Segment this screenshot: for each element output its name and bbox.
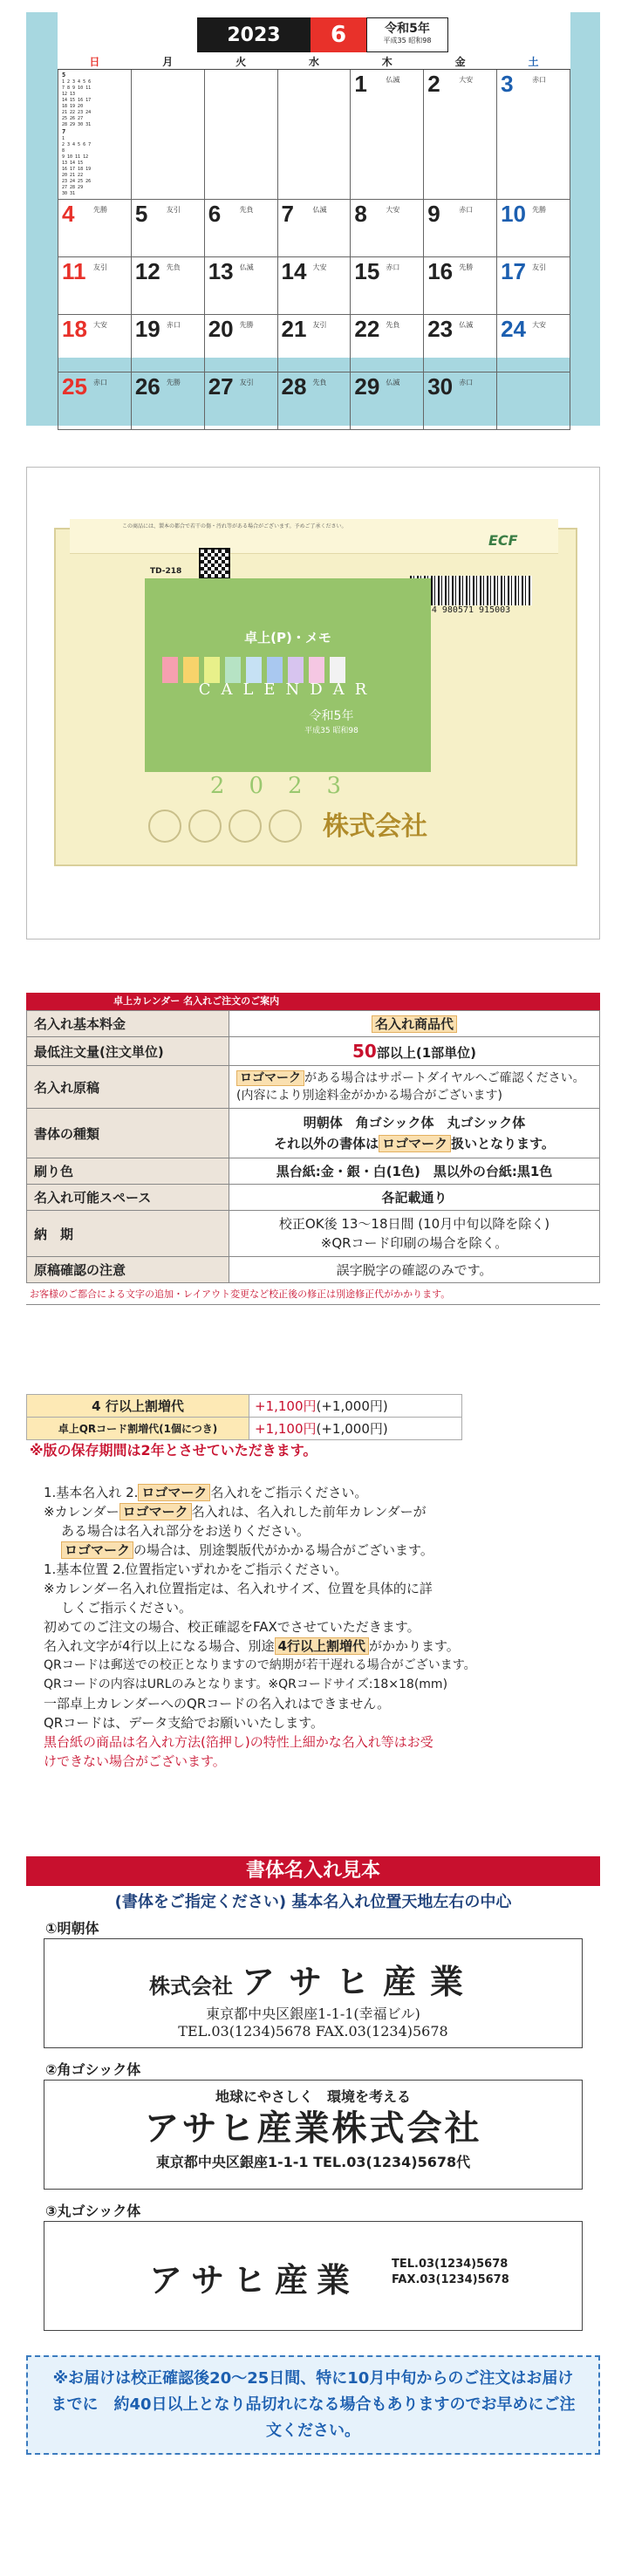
calendar-day-number: 16 xyxy=(427,258,454,284)
plate-storage-note: ※版の保存期間は2年とさせていただきます。 xyxy=(30,1442,317,1459)
note-text: の場合は、別途製版代がかかる場合がございます。 xyxy=(133,1542,433,1558)
rokuyo-label: 赤口 xyxy=(93,379,107,386)
rokuyo-label: 仏滅 xyxy=(386,76,400,84)
calendar-day-cell xyxy=(497,257,570,315)
note-line xyxy=(44,1541,593,1560)
color-swatch xyxy=(204,657,220,683)
logo-mark-chip: ロゴマーク xyxy=(379,1135,451,1152)
calendar-day-number: 21 xyxy=(281,316,307,342)
calendar-day-cell xyxy=(424,257,497,315)
rokuyo-label: 先負 xyxy=(166,263,181,271)
calendar-day-number: 13 xyxy=(208,258,234,284)
note-line: ※カレンダー名入れ位置指定は、名入れサイズ、位置を具体的に詳 xyxy=(44,1581,433,1596)
product-title: 卓上(P)・メモ xyxy=(244,630,331,646)
calendar-day-cell xyxy=(424,200,497,257)
rokuyo-label: 友引 xyxy=(166,206,181,214)
circle-2 xyxy=(188,810,222,843)
surcharge-chip: 4行以上割増代 xyxy=(275,1637,369,1655)
note-text: 名入れ文字が4行以上になる場合、別途 xyxy=(44,1638,275,1654)
calendar-day-cell xyxy=(204,70,277,200)
mincho-title: ①明朝体 xyxy=(45,1920,99,1937)
calendar-day-cell xyxy=(424,70,497,200)
mincho-company-name: アサヒ産業 xyxy=(241,1962,477,2001)
note-line: 一部卓上カレンダーへのQRコードの名入れはできません。 xyxy=(44,1696,391,1712)
color-swatch xyxy=(330,657,345,683)
rokuyo-label: 大安 xyxy=(532,321,547,329)
note-line: QRコードは郵送での校正となりますので納期が若干遅れる場合がございます。 xyxy=(44,1658,476,1672)
calendar-day-cell xyxy=(351,200,424,257)
calendar-day-cell xyxy=(424,315,497,372)
rokuyo-label: 仏滅 xyxy=(312,206,327,214)
calendar-month: 6 xyxy=(311,17,366,52)
weekday-4: 木 xyxy=(351,54,424,70)
order-info-table xyxy=(26,1010,600,1283)
table-row xyxy=(27,1109,600,1158)
note-line xyxy=(44,1483,593,1502)
calendar-day-number: 2 xyxy=(427,71,440,97)
table-row xyxy=(27,1211,600,1257)
calendar-week-row xyxy=(58,200,570,257)
logo-mark-chip: ロゴマーク xyxy=(61,1541,133,1559)
calendar-body xyxy=(58,70,570,430)
calendar-day-number: 19 xyxy=(134,316,160,342)
table-row xyxy=(27,1158,600,1185)
table-row xyxy=(27,1185,600,1211)
calendar-day-number: 20 xyxy=(208,316,234,342)
calendar-day-number: 25 xyxy=(62,373,87,400)
row-value: 黒台紙:金・銀・白(1色) 黒以外の台紙:黒1色 xyxy=(229,1158,600,1185)
mincho-company-prefix: 株式会社 xyxy=(148,1973,233,1999)
font-list: 明朝体 角ゴシック体 丸ゴシック体 xyxy=(303,1115,526,1131)
calendar-day-cell xyxy=(277,200,351,257)
maru-contact xyxy=(392,2257,509,2288)
table-row xyxy=(27,1257,600,1283)
calendar-day-cell xyxy=(204,257,277,315)
rokuyo-label: 仏滅 xyxy=(239,263,254,271)
note-line: 1.基本位置 2.位置指定いずれかをご指示ください。 xyxy=(44,1561,348,1577)
calendar-era-sub: 平成35 昭和98 xyxy=(383,37,432,44)
table-row xyxy=(27,1066,600,1109)
qr-code-icon xyxy=(199,548,230,579)
calendar-day-number: 23 xyxy=(427,316,454,342)
calendar-day-number: 3 xyxy=(501,71,514,97)
maru-company: アサヒ産業 xyxy=(149,2261,359,2299)
calendar-day-number: 28 xyxy=(281,373,307,400)
rokuyo-label: 先負 xyxy=(386,321,400,329)
rokuyo-label: 先勝 xyxy=(459,263,474,271)
calendar-day-cell xyxy=(131,257,204,315)
rokuyo-label: 大安 xyxy=(459,76,474,84)
calendar-grid xyxy=(58,54,570,400)
mincho-company xyxy=(44,1955,582,2003)
row-value: 各記載通り xyxy=(229,1185,600,1211)
mini-calendar-row: 14 15 16 17 18 19 20 xyxy=(62,98,92,109)
logo-mark-chip: ロゴマーク xyxy=(236,1070,304,1086)
font-sample-banner: 書体名入れ見本 xyxy=(26,1856,600,1886)
circle-3 xyxy=(229,810,262,843)
name-product-price: 名入れ商品代 xyxy=(372,1015,457,1033)
row-value xyxy=(229,1011,600,1037)
font-sample-subtitle: (書体をご指定ください) 基本名入れ位置天地左右の中心 xyxy=(114,1893,512,1911)
rokuyo-label: 大安 xyxy=(386,206,400,214)
mincho-address: 東京都中央区銀座1-1-1(幸福ビル) xyxy=(206,2005,420,2022)
calendar-day-cell xyxy=(131,372,204,430)
table-row xyxy=(27,1418,462,1440)
calendar-day-number: 27 xyxy=(208,373,234,400)
calendar-day-number: 8 xyxy=(354,201,367,227)
calendar-day-cell xyxy=(351,315,424,372)
rokuyo-label: 友引 xyxy=(239,379,254,386)
calendar-day-cell xyxy=(277,372,351,430)
calendar-day-cell xyxy=(497,200,570,257)
calendar-day-cell xyxy=(497,70,570,200)
delivery-notice: ※お届けは校正確認後20～25日間、特に10月中旬からのご注文はお届けまでに 約40日以上となり品切れになる場合もありますのでお早めにご注文ください。 xyxy=(26,2355,600,2455)
calendar-day-number: 9 xyxy=(427,201,440,227)
row-label: 名入れ原稿 xyxy=(27,1066,229,1109)
table-row xyxy=(27,1011,600,1037)
mini-calendar-row: 9 10 11 12 13 14 15 xyxy=(62,154,89,166)
maru-sample-box xyxy=(44,2221,583,2331)
mini-calendar-row: 1 2 3 4 5 6 xyxy=(62,79,92,85)
product-company-imprint: 株式会社 xyxy=(323,811,427,842)
rokuyo-label: 先勝 xyxy=(166,379,181,386)
mini-calendar-row: 23 24 25 26 27 28 29 xyxy=(62,179,92,190)
calendar-day-cell xyxy=(277,70,351,200)
fee-amount: +1,100円 xyxy=(255,1421,317,1437)
fee-sub: (+1,000円) xyxy=(316,1398,388,1414)
circle-1 xyxy=(148,810,181,843)
note-text: 名入れをご指示ください。 xyxy=(210,1485,368,1500)
row-value xyxy=(229,1211,600,1257)
calendar-week-row xyxy=(58,315,570,372)
mincho-sample-box xyxy=(44,1938,583,2048)
calendar-day-number: 5 xyxy=(134,201,148,227)
barcode-number: 4 980571 915003 xyxy=(431,605,511,615)
calendar-day-number: 30 xyxy=(427,373,454,400)
surcharge-table xyxy=(26,1394,462,1440)
note-text: 名入れは、名入れした前年カレンダーが xyxy=(191,1504,427,1520)
mini-calendar-row: 7 8 9 10 11 12 13 xyxy=(62,85,92,97)
calendar-day-cell xyxy=(351,257,424,315)
placeholder-circles xyxy=(148,810,331,844)
font-other xyxy=(236,1133,592,1154)
min-qty-text: 部以上(1部単位) xyxy=(376,1045,476,1061)
fee-amount: +1,100円 xyxy=(255,1398,317,1414)
calendar-day-number: 18 xyxy=(62,316,87,342)
table-row xyxy=(27,1395,462,1418)
rokuyo-label: 先勝 xyxy=(239,321,254,329)
calendar-day-cell xyxy=(277,257,351,315)
rokuyo-label: 大安 xyxy=(93,321,107,329)
calendar-day-cell xyxy=(204,372,277,430)
note-line: QRコードは、データ支給でお願いいたします。 xyxy=(44,1715,324,1731)
weekday-3: 水 xyxy=(277,54,351,70)
calendar-day-number: 11 xyxy=(62,258,86,284)
calendar-day-cell xyxy=(58,372,132,430)
calendar-day-number: 14 xyxy=(281,258,307,284)
rokuyo-label: 赤口 xyxy=(166,321,181,329)
note-text: 1.基本名入れ 2. xyxy=(44,1485,139,1500)
ecf-logo: ECF xyxy=(488,532,518,549)
product-year: 2023 xyxy=(209,773,366,799)
calendar-day-number: 26 xyxy=(134,373,160,400)
calendar-day-number: 1 xyxy=(354,71,367,97)
note-line xyxy=(44,1502,593,1521)
calendar-day-cell xyxy=(58,200,132,257)
circle-4 xyxy=(269,810,302,843)
order-notes xyxy=(44,1483,593,1771)
weekday-2: 火 xyxy=(204,54,277,70)
calendar-year: 2023 xyxy=(197,17,311,52)
maru-title: ③丸ゴシック体 xyxy=(45,2203,141,2219)
calendar-preview-panel xyxy=(26,12,600,426)
calendar-day-number: 29 xyxy=(354,373,380,400)
row-value xyxy=(229,1066,600,1109)
fee-label: 4 行以上割増代 xyxy=(27,1395,249,1418)
rokuyo-label: 赤口 xyxy=(459,379,474,386)
calendar-day-cell xyxy=(351,70,424,200)
mini-calendar-row: 2 3 4 5 6 7 8 xyxy=(62,142,92,154)
color-swatch xyxy=(183,657,199,683)
mini-calendar-row: 30 31 xyxy=(62,191,76,196)
calendar-day-number: 17 xyxy=(501,258,526,284)
maru-fax: FAX.03(1234)5678 xyxy=(392,2273,509,2286)
fee-value xyxy=(249,1418,462,1440)
rokuyo-label: 先勝 xyxy=(532,206,547,214)
kaku-sample-box xyxy=(44,2080,583,2190)
calendar-day-cell xyxy=(204,315,277,372)
calendar-week-row xyxy=(58,372,570,430)
calendar-day-cell xyxy=(131,315,204,372)
rokuyo-label: 友引 xyxy=(93,263,107,271)
row-value xyxy=(229,1037,600,1066)
fee-sub: (+1,000円) xyxy=(316,1421,388,1437)
weekday-0: 日 xyxy=(58,54,132,70)
row-value: 誤字脱字の確認のみです。 xyxy=(229,1257,600,1283)
product-era-label: 令和5年 xyxy=(309,709,354,723)
note-line: 黒台紙の商品は名入れ方法(箔押し)の特性上細かな名入れ等はお受 xyxy=(44,1734,433,1750)
font-other-b: 扱いとなります。 xyxy=(451,1136,555,1151)
rokuyo-label: 赤口 xyxy=(532,76,547,84)
calendar-era-label: 令和5年 xyxy=(385,22,430,36)
calendar-day-number: 6 xyxy=(208,201,222,227)
note-line: けできない場合がございます。 xyxy=(44,1753,226,1769)
product-era xyxy=(262,707,401,735)
calendar-day-cell xyxy=(58,70,132,200)
row-value xyxy=(229,1109,600,1158)
mini-calendar-next xyxy=(62,128,95,197)
row-label: 最低注文量(注文単位) xyxy=(27,1037,229,1066)
calendar-day-cell xyxy=(131,70,204,200)
calendar-day-number: 22 xyxy=(354,316,380,342)
min-qty-number: 50 xyxy=(352,1041,377,1062)
note-line: 初めてのご注文の場合、校正確認をFAXでさせていただきます。 xyxy=(44,1619,420,1635)
row-label: 刷り色 xyxy=(27,1158,229,1185)
note-line xyxy=(44,1636,593,1656)
calendar-day-cell xyxy=(204,200,277,257)
row-label: 納 期 xyxy=(27,1211,229,1257)
product-code: TD-218 xyxy=(150,567,182,576)
mini-calendar-row: 28 29 30 31 xyxy=(62,122,92,127)
calendar-day-cell xyxy=(497,315,570,372)
mini-calendar-prev xyxy=(62,72,95,128)
kaku-company: アサヒ産業株式会社 xyxy=(144,2108,482,2149)
delivery-note: ※QRコード印刷の場合を除く。 xyxy=(320,1235,509,1251)
row-label: 書体の種類 xyxy=(27,1109,229,1158)
weekday-5: 金 xyxy=(424,54,497,70)
row-value-text: がある場合はサポートダイヤルへご確認ください。(内容により別途料金がかかる場合がございます) xyxy=(236,1071,585,1103)
note-text: ※カレンダー xyxy=(44,1504,119,1520)
note-line: QRコードの内容はURLのみとなります。※QRコードサイズ:18×18(mm) xyxy=(44,1677,448,1691)
row-label: 名入れ基本料金 xyxy=(27,1011,229,1037)
font-other-a: それ以外の書体は xyxy=(274,1136,379,1151)
color-swatch xyxy=(288,657,304,683)
logo-mark-chip: ロゴマーク xyxy=(119,1503,192,1520)
fee-label: 卓上QRコード割増代(1個につき) xyxy=(27,1418,249,1440)
calendar-day-cell xyxy=(277,315,351,372)
kaku-title: ②角ゴシック体 xyxy=(45,2061,141,2078)
calendar-day-cell xyxy=(58,315,132,372)
kaku-tagline: 地球にやさしく 環境を考える xyxy=(215,2088,411,2105)
mini-calendar-month: 5 xyxy=(62,72,66,79)
rokuyo-label: 先負 xyxy=(239,206,254,214)
note-text: がかかります。 xyxy=(369,1638,460,1654)
mini-calendar-row: 21 22 23 24 25 26 27 xyxy=(62,110,92,121)
calendar-day-number: 24 xyxy=(501,316,526,342)
rokuyo-label: 仏滅 xyxy=(386,379,400,386)
fee-value xyxy=(249,1395,462,1418)
rokuyo-label: 先勝 xyxy=(93,206,107,214)
product-calendar-word: CALENDAR xyxy=(198,680,378,699)
note-line: しくご指示ください。 xyxy=(61,1600,193,1616)
note-line: ある場合は名入れ部分をお送りください。 xyxy=(61,1523,311,1539)
product-cover-panel xyxy=(145,578,431,772)
color-swatch xyxy=(246,657,262,683)
color-swatch xyxy=(309,657,324,683)
color-swatch xyxy=(267,657,283,683)
delivery-text: 校正OK後 13～18日間 (10月中旬以降を除く) xyxy=(278,1216,550,1232)
row-label: 原稿確認の注意 xyxy=(27,1257,229,1283)
rokuyo-label: 先負 xyxy=(312,379,327,386)
calendar-day-number: 12 xyxy=(134,258,160,284)
weekday-6: 土 xyxy=(497,54,570,70)
calendar-day-cell xyxy=(351,372,424,430)
mincho-tel: TEL.03(1234)5678 FAX.03(1234)5678 xyxy=(178,2023,448,2040)
product-era-sub: 平成35 昭和98 xyxy=(304,727,358,735)
calendar-day-number: 7 xyxy=(281,201,294,227)
mini-calendar-month: 7 xyxy=(62,128,66,135)
color-swatch xyxy=(162,657,178,683)
calendar-day-cell xyxy=(424,372,497,430)
weekday-1: 月 xyxy=(131,54,204,70)
product-fine-print: この商品には、製本の都合で若干の傷・汚れ等がある場合がございます。予めご了承ください。 xyxy=(122,523,347,530)
rokuyo-label: 仏滅 xyxy=(459,321,474,329)
row-label: 名入れ可能スペース xyxy=(27,1185,229,1211)
color-swatch xyxy=(225,657,241,683)
calendar-day-number: 15 xyxy=(354,258,380,284)
rokuyo-label: 友引 xyxy=(532,263,547,271)
maru-tel: TEL.03(1234)5678 xyxy=(392,2258,509,2271)
mini-calendar-row: 1 xyxy=(62,136,65,141)
calendar-week-row xyxy=(58,70,570,200)
logo-mark-chip: ロゴマーク xyxy=(138,1484,210,1501)
calendar-week-row xyxy=(58,257,570,315)
calendar-day-cell xyxy=(497,372,570,430)
mini-calendar-row: 16 17 18 19 20 21 22 xyxy=(62,167,92,178)
weekday-header-row xyxy=(58,54,570,70)
kaku-address: 東京都中央区銀座1-1-1 TEL.03(1234)5678代 xyxy=(155,2154,471,2170)
rokuyo-label: 赤口 xyxy=(459,206,474,214)
correction-warning: お客様のご都合による文字の追加・レイアウト変更など校正後の修正は別途修正代がかかります。 xyxy=(26,1283,600,1305)
order-info-banner: 卓上カレンダー 名入れご注文のご案内 xyxy=(26,993,600,1010)
calendar-day-number: 10 xyxy=(501,201,526,227)
rokuyo-label: 友引 xyxy=(312,321,327,329)
calendar-day-number: 4 xyxy=(62,201,75,227)
order-info-section xyxy=(26,993,600,1305)
calendar-day-cell xyxy=(58,257,132,315)
calendar-day-cell xyxy=(131,200,204,257)
table-row xyxy=(27,1037,600,1066)
rokuyo-label: 赤口 xyxy=(386,263,400,271)
calendar-era xyxy=(366,17,448,52)
rokuyo-label: 大安 xyxy=(312,263,327,271)
